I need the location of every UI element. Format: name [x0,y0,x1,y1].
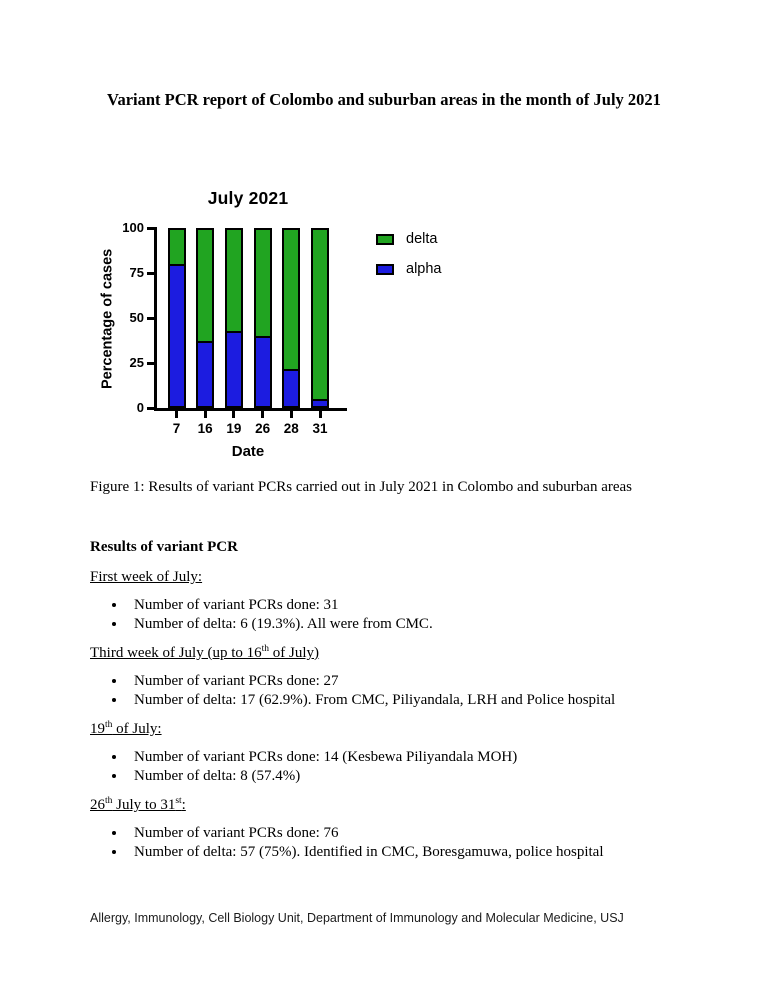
legend-item-delta [376,231,441,247]
list-item: • Number of delta: 8 (57.4%) [127,767,715,786]
x-tick-label: 26 [255,421,271,436]
bar-7 [168,228,186,408]
bar-19 [225,228,243,408]
y-axis-label: Percentage of cases [99,248,116,390]
chart-title: July 2021 [207,188,289,208]
document-title: Variant PCR report of Colombo and suburban areas in the month of July 2021 [107,90,661,109]
bar-segment-alpha [198,341,212,406]
bar-26 [254,228,272,408]
x-tick-label: 28 [283,421,299,436]
results-group-4 [90,785,715,861]
y-tick-label: 75 [129,265,144,280]
legend-item-alpha [376,261,441,277]
y-tick [147,407,154,410]
x-tick [204,411,207,418]
y-tick-label: 50 [129,310,144,325]
y-tick [147,362,154,365]
x-tick-label: 31 [312,421,328,436]
results-heading: Results of variant PCR [90,539,238,555]
legend-label: delta [406,231,438,247]
y-tick-label: 100 [122,220,144,235]
bar-segment-alpha [313,399,327,406]
y-tick [147,227,154,230]
bar-31 [311,228,329,408]
section-heading: Third week of July (up to 16th of July) [90,644,320,661]
legend-swatch-alpha [376,264,394,275]
bullet-list [90,824,715,861]
list-item: • Number of delta: 6 (19.3%). All were from CMC. [127,615,715,634]
bullet-list [90,672,715,709]
y-tick [147,317,154,320]
bar-segment-alpha [170,264,184,406]
results-group-1 [90,557,715,633]
x-tick [261,411,264,418]
x-tick [175,411,178,418]
figure-caption: Figure 1: Results of variant PCRs carried out in July 2021 in Colombo and suburban areas [90,479,633,495]
section-heading: 19th of July: [90,720,162,737]
results-groups [90,557,715,861]
list-item: • Number of delta: 57 (75%). Identified in CMC, Boresgamuwa, police hospital [127,843,715,862]
x-tick [232,411,235,418]
y-tick-label: 25 [129,355,144,370]
x-axis-label: Date [231,443,265,460]
bar-segment-alpha [284,369,298,406]
results-group-3 [90,709,715,785]
results-section [90,538,715,861]
list-item: • Number of variant PCRs done: 76 [127,824,715,843]
stacked-bar-chart [96,185,541,477]
list-item: • Number of variant PCRs done: 31 [127,596,715,615]
legend-swatch-delta [376,234,394,245]
bar-28 [282,228,300,408]
bars-area [96,228,541,408]
list-item: • Number of variant PCRs done: 27 [127,672,715,691]
x-tick-label: 7 [172,421,181,436]
y-tick-label: 0 [136,400,144,415]
section-heading: First week of July: [90,569,203,585]
results-group-2 [90,633,715,709]
bullet-list [90,596,715,633]
footer-text: Allergy, Immunology, Cell Biology Unit, Department of Immunology and Molecular Medicine, USJ [90,911,624,925]
x-tick [290,411,293,418]
list-item: • Number of delta: 17 (62.9%). From CMC, Piliyandala, LRH and Police hospital [127,691,715,710]
y-tick [147,272,154,275]
bar-segment-alpha [256,336,270,406]
legend-label: alpha [406,261,442,277]
bar-16 [196,228,214,408]
x-tick-label: 19 [226,421,242,436]
list-item: • Number of variant PCRs done: 14 (Kesbewa Piliyandala MOH) [127,748,715,767]
x-tick [319,411,322,418]
chart-legend [376,231,441,277]
bar-segment-alpha [227,331,241,406]
bullet-list [90,748,715,785]
x-tick-label: 16 [197,421,213,436]
section-heading: 26th July to 31st: [90,796,186,813]
